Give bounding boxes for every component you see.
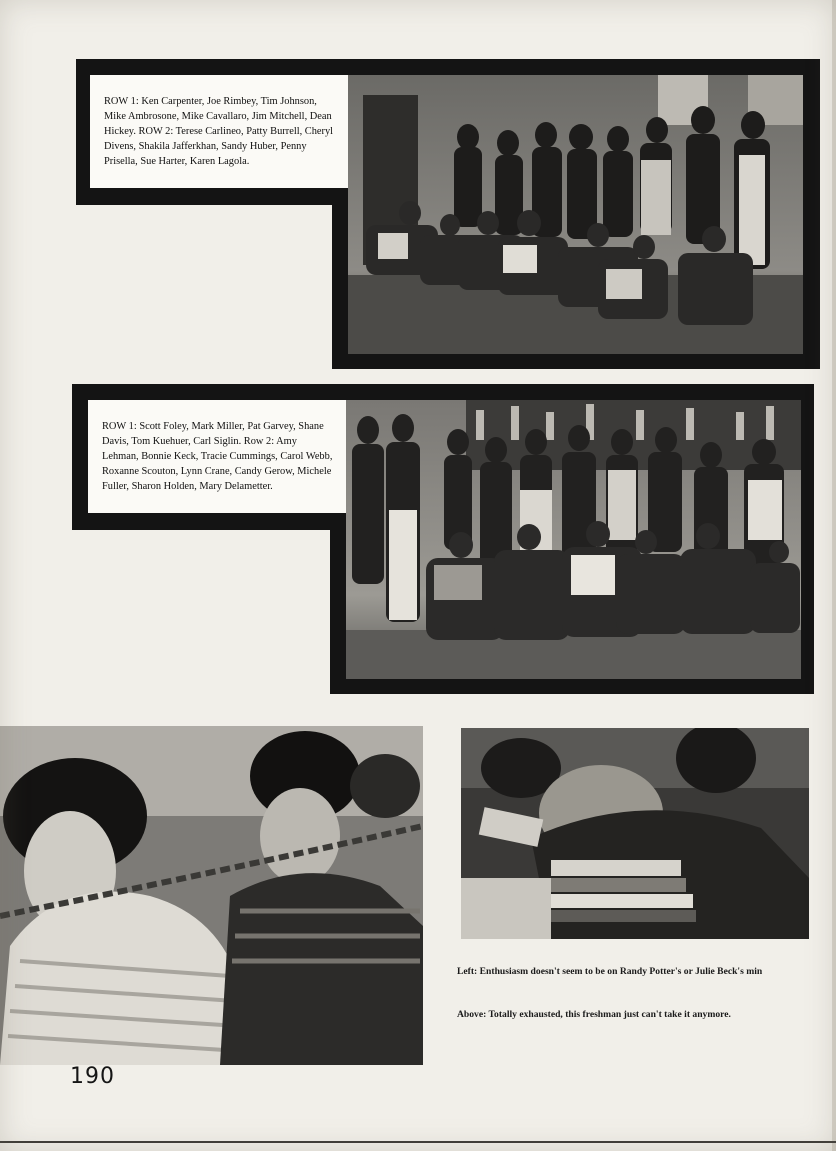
candid-photo-left — [0, 726, 423, 1065]
group-photo-1-caption: ROW 1: Ken Carpenter, Joe Rimbey, Tim Johnson, Mike Ambrosone, Mike Cavallaro, Jim Mitchell, Dean Hickey. ROW 2: Terese Carlineo, Patty Burrell, Cheryl Divens, Shakila Jafferkhan, Sandy Huber, Penny Prisella, Sue Harter, Karen Lagola. — [90, 75, 348, 188]
group-photo-1-image — [348, 75, 803, 354]
candid-caption-left: Left: Enthusiasm doesn't seem to be on Randy Potter's or Julie Beck's min — [457, 966, 763, 977]
candid-caption-above: Above: Totally exhausted, this freshman just can't take it anymore. — [457, 1009, 731, 1020]
candid-photo-right — [461, 728, 809, 939]
group-photo-2-frame-notch-cover — [66, 530, 330, 700]
page-spine-shadow — [832, 0, 836, 1151]
page-number: 190 — [70, 1064, 115, 1089]
group-photo-1-frame-notch-cover — [70, 205, 332, 375]
group-photo-2-image — [346, 400, 801, 679]
page-bottom-rule — [0, 1141, 836, 1143]
group-photo-2-caption: ROW 1: Scott Foley, Mark Miller, Pat Garvey, Shane Davis, Tom Kuehuer, Carl Siglin. Row 2: Amy Lehman, Bonnie Keck, Tracie Cummings, Carol Webb, Roxanne Scouton, Lynn Crane, Candy Gerow, Michele Fuller, Sharon Holden, Mary Delametter. — [88, 400, 346, 513]
